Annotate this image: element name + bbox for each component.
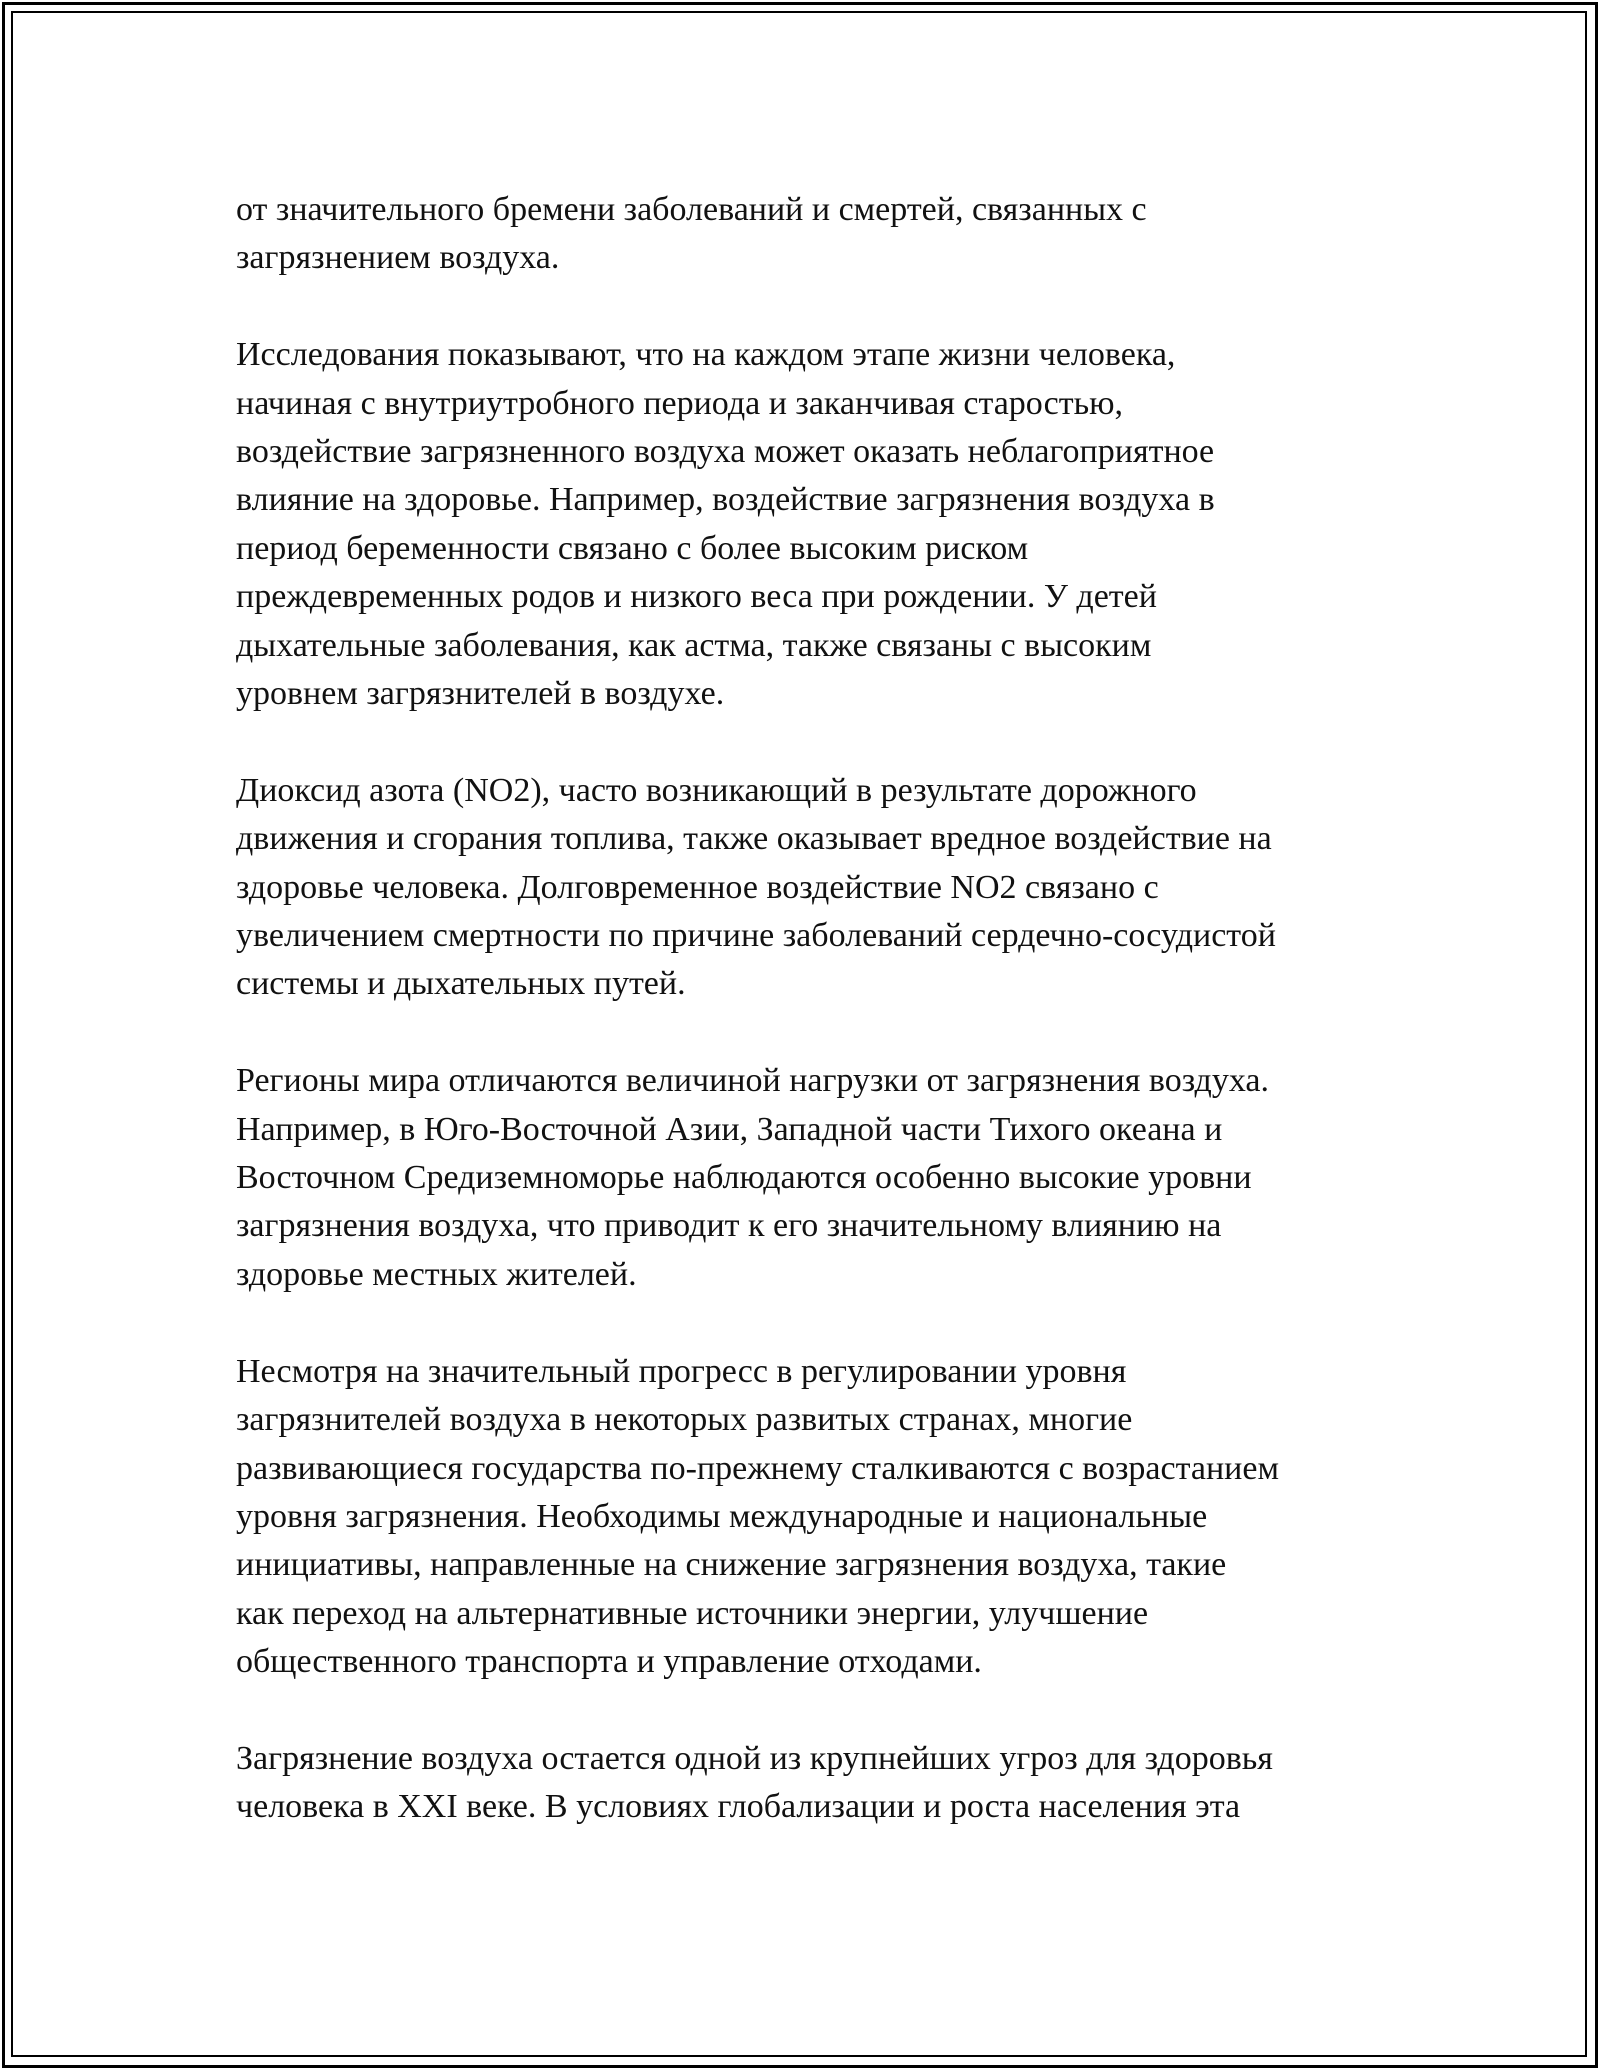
text-line: Диоксид азота (NO2), часто возникающий в результате дорожного — [236, 771, 1197, 809]
text-line: загрязнителей воздуха в некоторых развитых странах, многие — [236, 1401, 1133, 1439]
paragraph-2 — [236, 331, 1386, 718]
text-line: здоровье местных жителей. — [236, 1255, 637, 1293]
text-line: начиная с внутриутробного периода и заканчивая старостью, — [236, 384, 1124, 422]
text-line: Восточном Средиземноморье наблюдаются особенно высокие уровни — [236, 1159, 1252, 1197]
text-line: от значительного бремени заболеваний и смертей, связанных с — [236, 191, 1147, 228]
text-line: загрязнения воздуха, что приводит к его значительному влиянию на — [236, 1207, 1222, 1245]
document-body — [236, 186, 1386, 1880]
text-line: увеличением смертности по причине заболеваний сердечно-сосудистой — [236, 917, 1276, 955]
text-line: Несмотря на значительный прогресс в регулировании уровня — [236, 1352, 1127, 1390]
text-line: дыхательные заболевания, как астма, также связаны с высоким — [236, 626, 1152, 664]
text-line: инициативы, направленные на снижение загрязнения воздуха, такие — [236, 1546, 1227, 1584]
text-line: воздействие загрязненного воздуха может оказать неблагоприятное — [236, 433, 1215, 471]
text-line: развивающиеся государства по-прежнему сталкиваются с возрастанием — [236, 1449, 1279, 1487]
text-line: общественного транспорта и управление отходами. — [236, 1643, 982, 1681]
text-line: человека в XXI веке. В условиях глобализации и роста населения эта — [236, 1788, 1241, 1826]
text-line: преждевременных родов и низкого веса при рождении. У детей — [236, 578, 1157, 616]
text-line: Например, в Юго-Восточной Азии, Западной части Тихого океана и — [236, 1110, 1223, 1148]
paragraph-3 — [236, 767, 1386, 1009]
paragraph-5 — [236, 1348, 1386, 1687]
text-line: влияние на здоровье. Например, воздействие загрязнения воздуха в — [236, 481, 1215, 519]
text-line: уровня загрязнения. Необходимы международные и национальные — [236, 1497, 1208, 1535]
text-line: Исследования показывают, что на каждом этапе жизни человека, — [236, 336, 1176, 374]
paragraph-1 — [236, 186, 1386, 283]
text-line: уровнем загрязнителей в воздухе. — [236, 675, 725, 713]
text-line: как переход на альтернативные источники энергии, улучшение — [236, 1594, 1149, 1632]
text-line: Регионы мира отличаются величиной нагрузки от загрязнения воздуха. — [236, 1062, 1269, 1100]
paragraph-6 — [236, 1735, 1386, 1832]
text-line: Загрязнение воздуха остается одной из крупнейших угроз для здоровья — [236, 1739, 1273, 1777]
text-line: здоровье человека. Долговременное воздействие NO2 связано с — [236, 868, 1159, 906]
text-line: период беременности связано с более высоким риском — [236, 529, 1029, 567]
text-line: движения и сгорания топлива, также оказывает вредное воздействие на — [236, 820, 1272, 858]
paragraph-4 — [236, 1057, 1386, 1299]
text-line: системы и дыхательных путей. — [236, 965, 686, 1003]
text-line: загрязнением воздуха. — [236, 239, 560, 277]
